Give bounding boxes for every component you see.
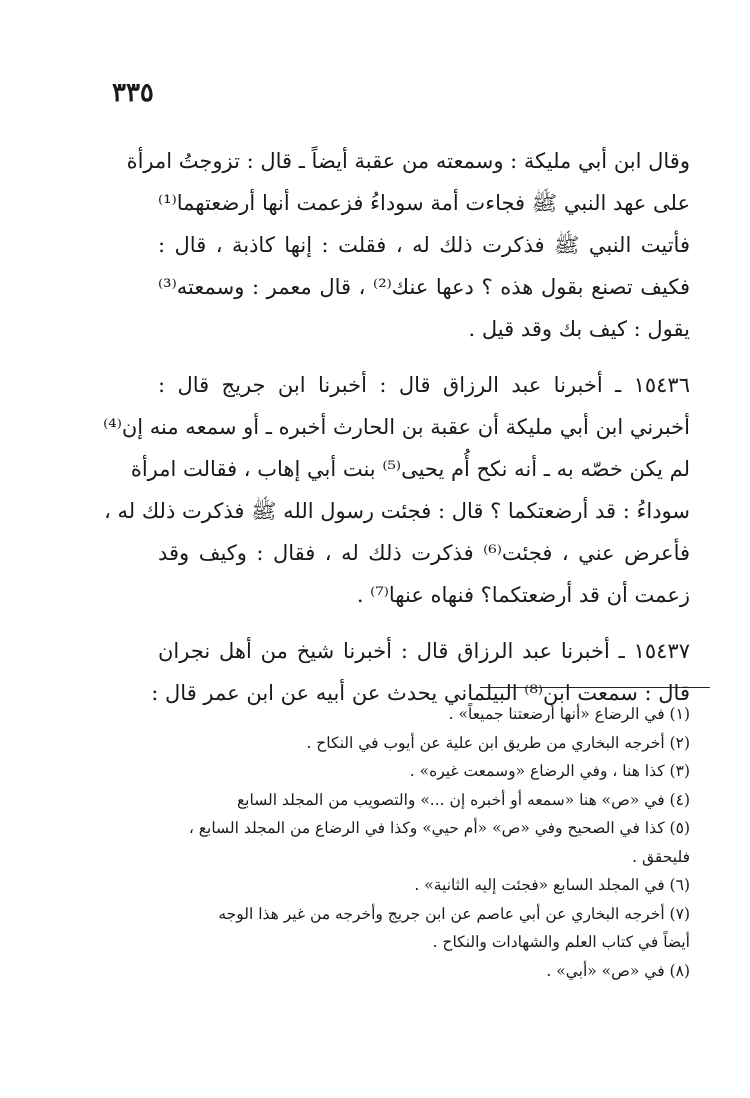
paragraph-1 (126, 140, 691, 350)
footnote-line: (٨) في «ص» «أبي» . (546, 961, 690, 980)
text-line: ١٥٤٣٧ ـ أخبرنا عبد الرزاق قال : أخبرنا شيخ من أهل نجران (158, 639, 690, 663)
footnote-line: (٦) في المجلد السابع «فجئت إليه الثانية» . (414, 876, 690, 894)
footnote-line: (٣) كذا هنا ، وفي الرضاع «وسمعت غيره» . (409, 762, 690, 780)
footnote-line: (٧) أخرجه البخاري عن أبي عاصم عن ابن جريج وأخرجه من غير هذا الوجه (218, 904, 690, 923)
text-line: سوداءُ : قد أرضعتكما ؟ قال : فجئت رسول الله ﷺ فذكرت ذلك له ، (104, 499, 690, 523)
paragraph-hadith-15436 (103, 364, 691, 616)
text-line: ١٥٤٣٦ ـ أخبرنا عبد الرزاق قال : أخبرنا ابن جريج قال : (158, 373, 690, 397)
text-line: فأتيت النبي ﷺ فذكرت ذلك له ، فقلت : إنها كاذبة ، قال : (158, 233, 690, 257)
footnote-line: أيضاً في كتاب العلم والشهادات والنكاح . (432, 933, 690, 951)
footnote-divider (480, 687, 710, 688)
text-line: قال : سمعت ابن⁽⁸⁾ البيلماني يحدث عن أبيه عن ابن عمر قال : (151, 681, 690, 705)
text-line: زعمت أن قد أرضعتكما؟ فنهاه عنها⁽⁷⁾ . (356, 583, 690, 607)
footnote-line: (٤) في «ص» هنا «سمعه أو أخبره إن ...» والتصويب من المجلد السابع (236, 790, 690, 809)
footnotes (150, 700, 690, 985)
footnote-line: (٥) كذا في الصحيح وفي «ص» «أم حيي» وكذا في الرضاع من المجلد السابع ، (188, 819, 690, 837)
page-number: ٣٣٥ (112, 78, 154, 108)
text-line: فكيف تصنع بقول هذه ؟ دعها عنك⁽²⁾ ، قال معمر : وسمعته⁽³⁾ (158, 275, 691, 299)
footnote-line: (١) في الرضاع «أنها أرضعتنا جميعاً» . (448, 705, 690, 723)
text-line: يقول : كيف بك وقد قيل . (468, 317, 690, 341)
text-line: وقال ابن أبي مليكة : وسمعته من عقبة أيضاً ـ قال : تزوجتُ امرأة (126, 149, 690, 173)
footnote-line: (٢) أخرجه البخاري من طريق ابن علية عن أيوب في النكاح . (306, 733, 690, 752)
footnote-line: فليحقق . (632, 847, 690, 866)
text-line: على عهد النبي ﷺ فجاءت أمة سوداءُ فزعمت أنها أرضعتهما⁽¹⁾ (158, 191, 690, 215)
text-line: أخبرني ابن أبي مليكة أن عقبة بن الحارث أخبره ـ أو سمعه منه إن⁽⁴⁾ (103, 415, 690, 439)
text-line: لم يكن خصّه به ـ أنه نكح أُم يحيى⁽⁵⁾ بنت أبي إهاب ، فقالت امرأة (130, 457, 690, 481)
text-line: فأعرض عني ، فجئت⁽⁶⁾ فذكرت ذلك له ، فقال : وكيف وقد (158, 541, 691, 565)
main-text (103, 140, 691, 714)
